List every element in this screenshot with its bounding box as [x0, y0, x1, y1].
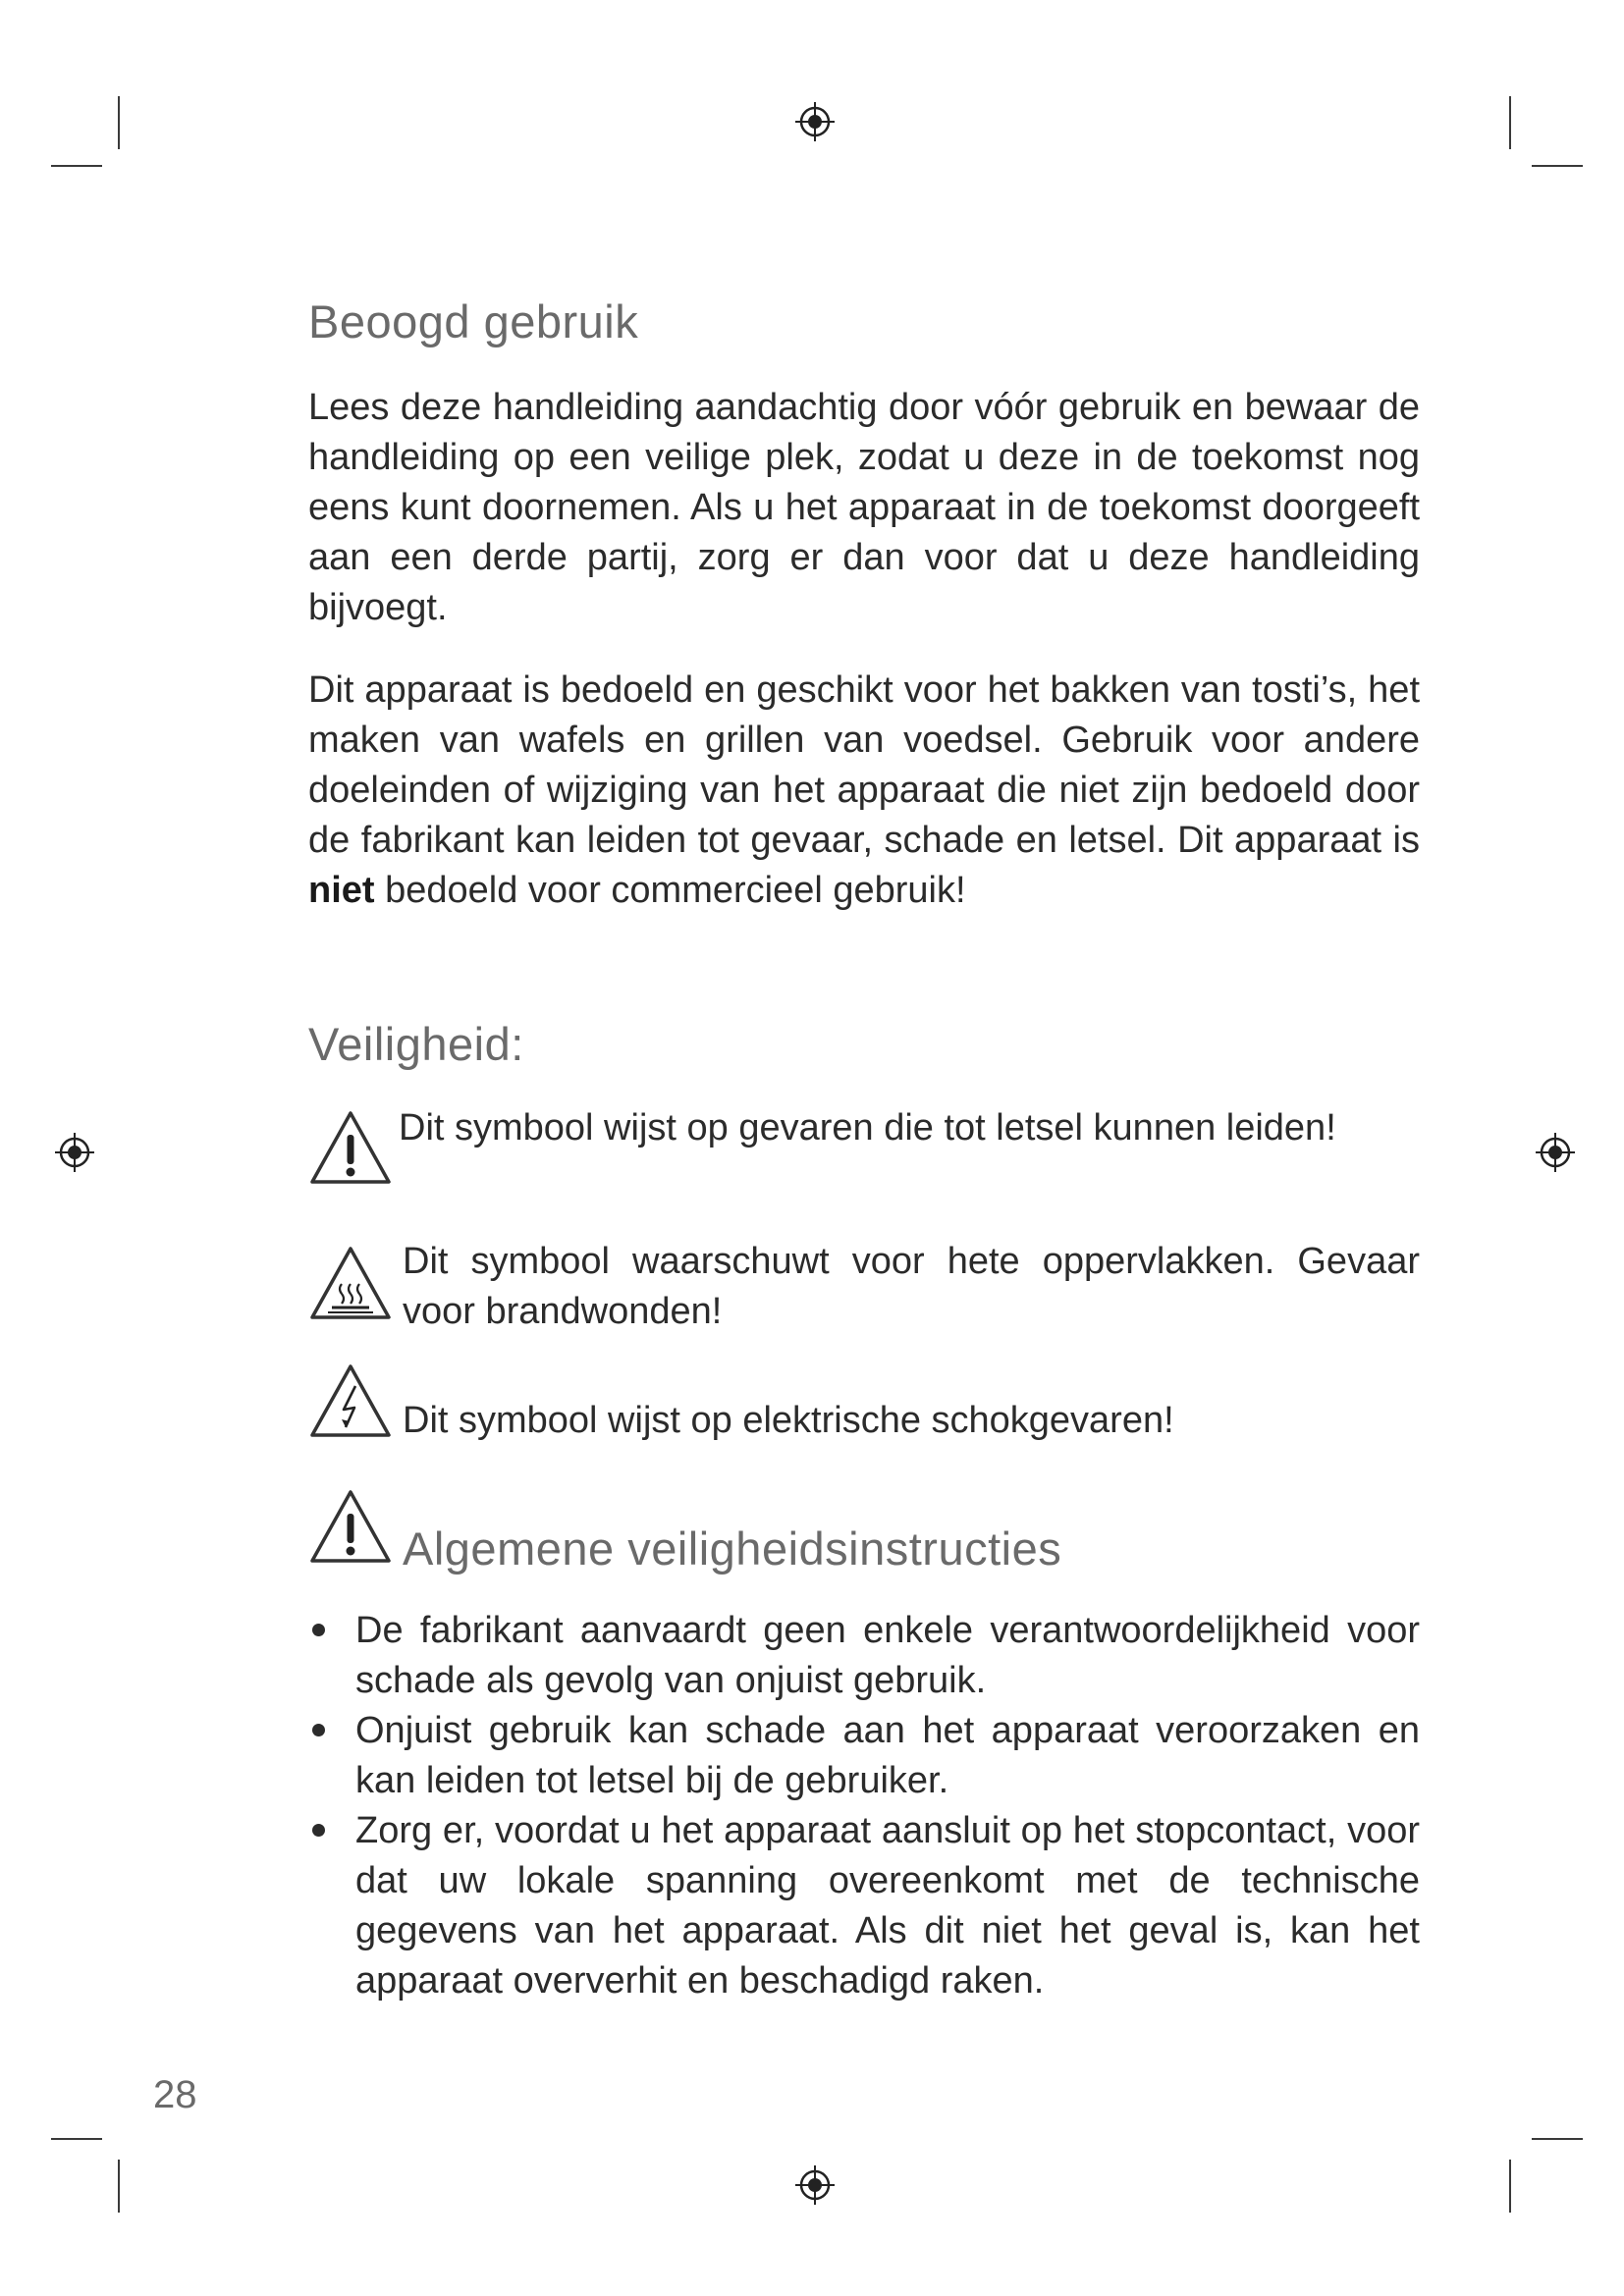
list-item	[308, 1606, 1420, 1706]
bullet-icon	[312, 1624, 325, 1636]
crop-mark	[118, 96, 120, 149]
warning-exclamation-icon	[308, 1488, 393, 1567]
emphasis-not: niet	[308, 870, 375, 911]
page-number: 28	[153, 2073, 197, 2116]
paragraph-2-text-end: bedoeld voor commercieel gebruik!	[385, 870, 966, 911]
section-heading-intended-use: Beoogd gebruik	[308, 295, 639, 347]
list-item-text: Zorg er, voordat u het apparaat aansluit op het stopcontact, voor dat uw lokale spanning overeenkomt met de technische gegevens van het apparaat. Als dit niet het geval is, kan het apparaat oververhit en beschadigd raken.	[355, 1810, 1420, 2002]
registration-mark-icon	[793, 2163, 837, 2207]
section-heading-general-safety: Algemene veiligheidsinstructies	[403, 1522, 1062, 1575]
list-item	[308, 1706, 1420, 1806]
safety-symbol-text: Dit symbool wijst op gevaren die tot letsel kunnen leiden!	[399, 1107, 1336, 1148]
general-safety-header	[308, 1488, 1420, 1576]
electric-shock-icon	[308, 1362, 393, 1441]
crop-mark	[118, 2160, 120, 2213]
registration-mark-icon	[53, 1131, 96, 1174]
list-item	[308, 1806, 1420, 2006]
general-safety-list	[308, 1606, 1420, 2006]
crop-mark	[1532, 165, 1583, 167]
registration-mark-icon	[1534, 1131, 1577, 1174]
safety-symbol-row	[308, 1362, 1420, 1451]
warning-exclamation-icon	[308, 1109, 393, 1186]
crop-mark	[51, 165, 102, 167]
intended-use-paragraph-2	[308, 666, 1420, 916]
safety-symbol-text: Dit symbool waarschuwt voor hete oppervlakken. Gevaar voor brandwonden!	[403, 1241, 1420, 1332]
crop-mark	[1509, 2160, 1511, 2213]
registration-mark-icon	[793, 100, 837, 143]
bullet-icon	[312, 1724, 325, 1736]
list-item-text: Onjuist gebruik kan schade aan het apparaat veroorzaken en kan leiden tot letsel bij de gebruiker.	[355, 1710, 1420, 1801]
paragraph-2-text: Dit apparaat is bedoeld en geschikt voor het bakken van tosti’s, het maken van wafels en grillen van voedsel. Gebruik voor andere doeleinden of wijziging van het apparaat die niet zijn bedoeld door de fabrikant kan leiden tot gevaar, schade en letsel. Dit apparaat is	[308, 669, 1420, 861]
crop-mark	[1509, 96, 1511, 149]
hot-surface-icon	[308, 1245, 393, 1323]
safety-symbol-row	[308, 1237, 1420, 1345]
crop-mark	[1532, 2138, 1583, 2140]
crop-mark	[51, 2138, 102, 2140]
intended-use-paragraph-1: Lees deze handleiding aandachtig door vóór gebruik en bewaar de handleiding op een veilige plek, zodat u deze in de toekomst nog eens kunt doornemen. Als u het apparaat in de toekomst doorgeeft aan een derde partij, zorg er dan voor dat u deze handleiding bijvoegt.	[308, 387, 1420, 628]
safety-symbol-text: Dit symbool wijst op elektrische schokgevaren!	[403, 1400, 1174, 1441]
list-item-text: De fabrikant aanvaardt geen enkele verantwoordelijkheid voor schade als gevolg van onjuist gebruik.	[355, 1610, 1420, 1701]
safety-symbol-row	[308, 1103, 1420, 1211]
section-heading-safety: Veiligheid:	[308, 1018, 524, 1070]
bullet-icon	[312, 1824, 325, 1837]
